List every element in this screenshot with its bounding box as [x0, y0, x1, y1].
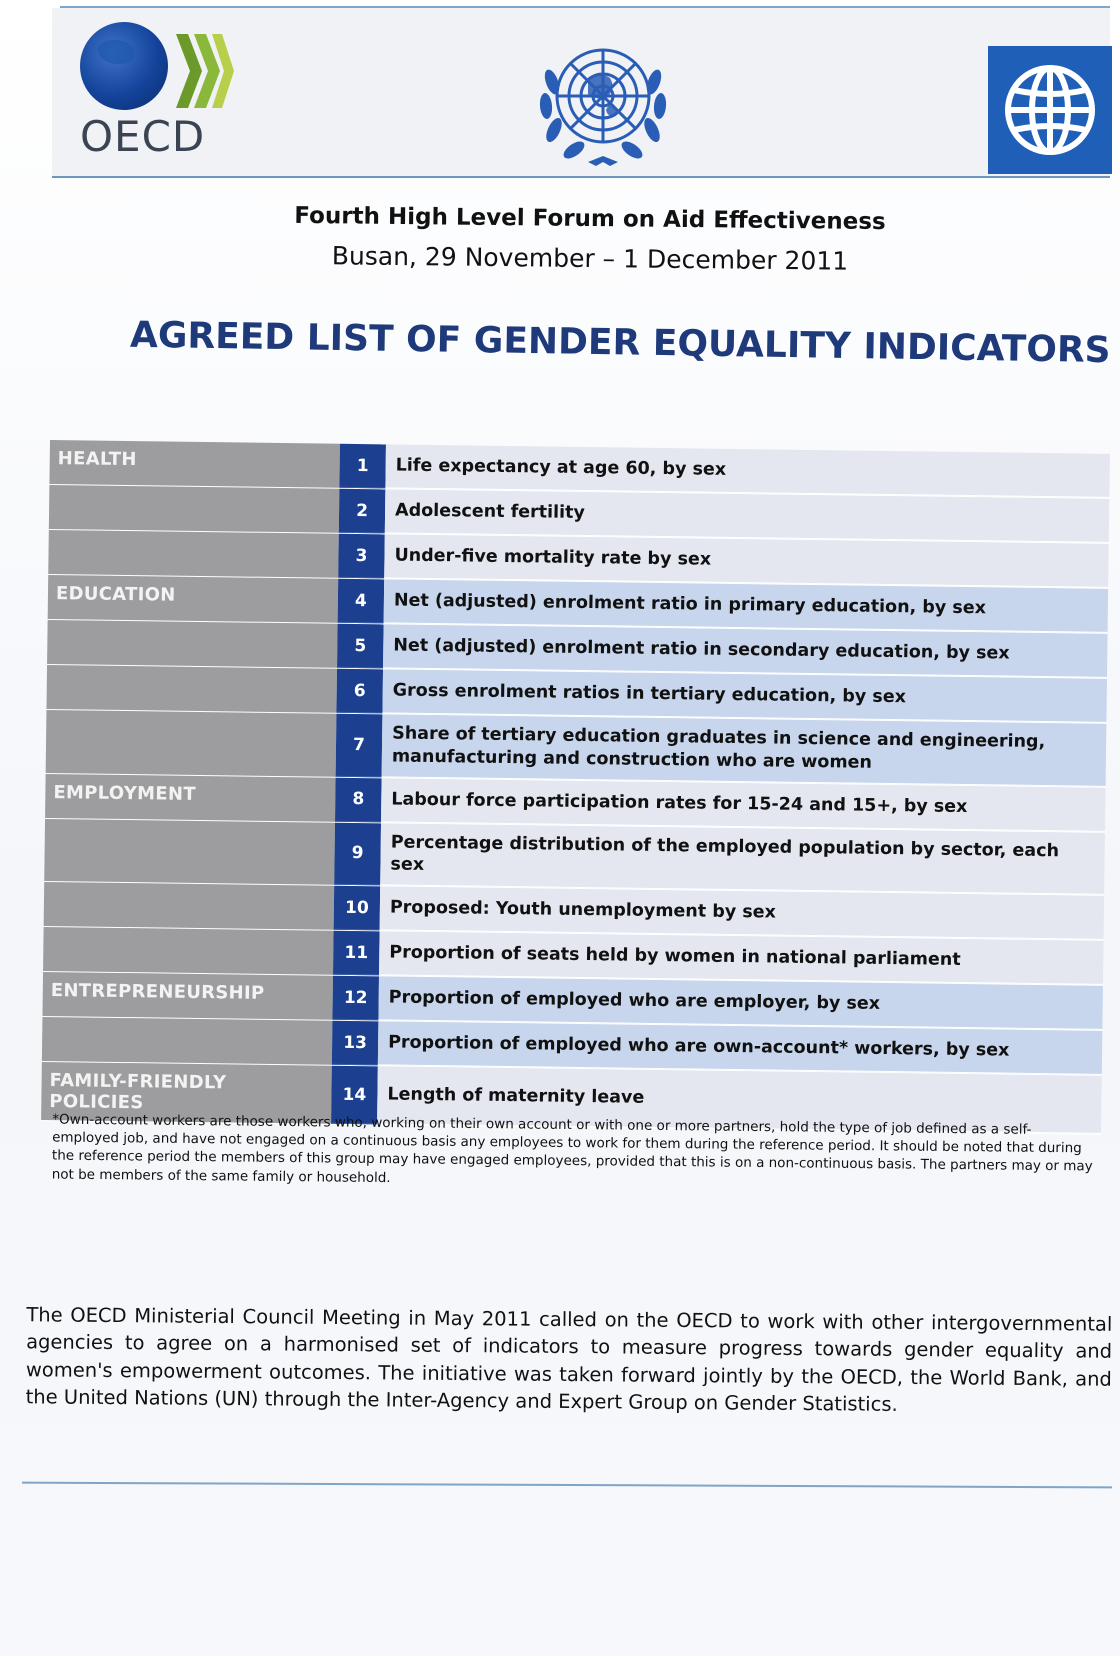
- indicator-text: Percentage distribution of the employed population by sector, each sex: [380, 823, 1105, 895]
- indicator-number: 6: [336, 669, 383, 714]
- indicator-number: 2: [339, 489, 386, 534]
- footnote: *Own-account workers are those workers who, working on their own account or with one or more partners, hold the type of job defined as a self-employed job, and have not engaged on a continuous basis any employees to work for them during the reference period. It should be noted that during the reference period the members of this group may have engaged employees, provided that this is on a non-continuous basis. The partners may or may not be members of the same family or household.: [51, 1111, 1093, 1186]
- indicator-number: 11: [333, 931, 380, 976]
- indicator-number: 13: [332, 1021, 379, 1066]
- category-cell: EMPLOYMENT: [45, 773, 336, 821]
- indicator-text: Gross enrolment ratios in tertiary education, by sex: [382, 669, 1107, 722]
- category-cell: HEALTH: [49, 440, 340, 488]
- category-cell: [44, 882, 335, 930]
- indicator-text: Proposed: Youth unemployment by sex: [380, 886, 1105, 939]
- indicator-number: 8: [335, 777, 382, 822]
- indicator-text: Net (adjusted) enrolment ratio in secondary education, by sex: [383, 624, 1108, 677]
- indicator-number: 1: [339, 444, 386, 489]
- category-cell: [43, 927, 334, 975]
- indicator-text: Proportion of employed who are own-account* workers, by sex: [378, 1021, 1103, 1074]
- indicator-text: Labour force participation rates for 15-24 and 15+, by sex: [381, 778, 1106, 831]
- document-title: AGREED LIST OF GENDER EQUALITY INDICATORS: [129, 314, 1111, 372]
- category-cell: [42, 1017, 333, 1065]
- category-cell: [44, 818, 335, 884]
- oecd-globe-icon: [80, 22, 168, 110]
- indicator-text: Length of maternity leave: [377, 1066, 1102, 1133]
- indicator-number: 12: [332, 976, 379, 1021]
- category-cell: EDUCATION: [48, 575, 339, 623]
- intro-paragraph: The OECD Ministerial Council Meeting in May 2011 called on the OECD to work with other intergovernmental agencies to agree on a harmonised set of indicators to measure progress towards gender equality and women's empowerment outcomes. The initiative was taken forward jointly by the OECD, the World Bank, and the United Nations (UN) through the Inter-Agency and Expert Group on Gender Statistics.: [25, 1303, 1113, 1416]
- un-emblem-icon: [518, 26, 688, 176]
- indicator-number: 5: [337, 624, 384, 669]
- indicator-number: 4: [338, 579, 385, 624]
- world-bank-logo: [988, 46, 1112, 174]
- indicator-number: 3: [338, 534, 385, 579]
- category-cell: [46, 710, 337, 776]
- category-cell: [49, 485, 340, 533]
- indicator-text: Under-five mortality rate by sex: [384, 534, 1109, 587]
- indicator-number: 14: [331, 1066, 378, 1125]
- world-bank-globe-icon: [1000, 58, 1100, 162]
- oecd-chevrons-icon: [174, 30, 234, 112]
- category-cell: FAMILY-FRIENDLY POLICIES: [41, 1062, 332, 1124]
- indicator-text: Share of tertiary education graduates in science and engineering, manufacturing and construction who are women: [382, 714, 1107, 786]
- indicator-number: 9: [334, 822, 381, 885]
- indicator-text: Proportion of employed who are employer, by sex: [378, 976, 1103, 1029]
- oecd-wordmark: OECD: [80, 112, 206, 161]
- event-subtitle: Busan, 29 November – 1 December 2011: [331, 241, 849, 276]
- indicator-text: Life expectancy at age 60, by sex: [385, 444, 1110, 497]
- indicator-number: 10: [334, 886, 381, 931]
- indicators-table: [41, 440, 1110, 1135]
- indicator-number: 7: [336, 714, 383, 777]
- indicator-text: Adolescent fertility: [385, 489, 1110, 542]
- indicator-text: Proportion of seats held by women in national parliament: [379, 931, 1104, 984]
- category-cell: [46, 665, 337, 713]
- oecd-logo: [80, 22, 240, 162]
- indicator-text: Net (adjusted) enrolment ratio in primary education, by sex: [384, 579, 1109, 632]
- logo-band-rule: [52, 176, 1110, 178]
- category-cell: [48, 530, 339, 578]
- event-title: Fourth High Level Forum on Aid Effectiveness: [294, 202, 886, 236]
- category-cell: ENTREPRENEURSHIP: [42, 972, 333, 1020]
- category-cell: [47, 620, 338, 668]
